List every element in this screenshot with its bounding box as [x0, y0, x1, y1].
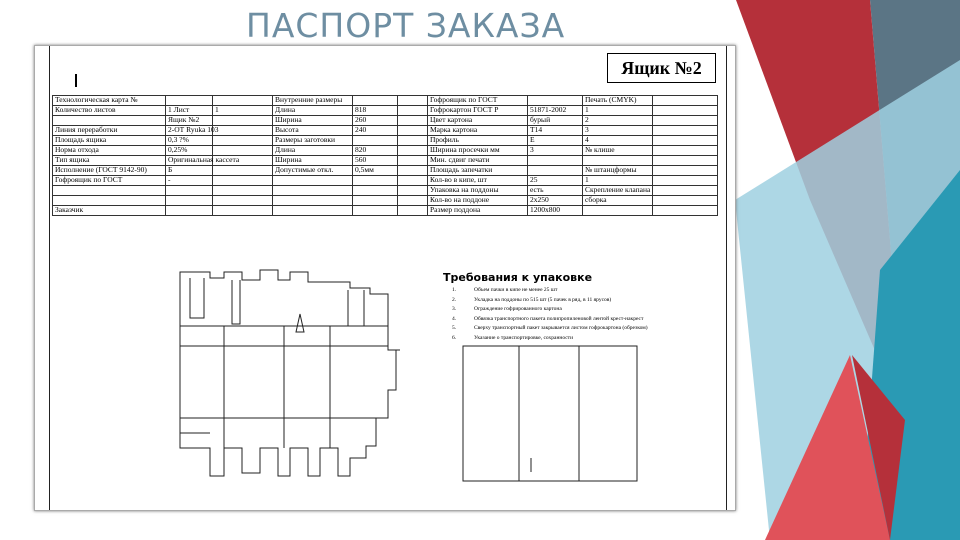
table-cell: 1200х800: [528, 206, 583, 216]
requirement-text: Ограждение гофрированного картона: [474, 306, 562, 313]
table-cell: Т14: [528, 126, 583, 136]
table-cell: [653, 136, 718, 146]
requirement-number: 1.: [452, 287, 457, 293]
table-cell: Ширина: [273, 156, 353, 166]
table-cell: 1: [213, 106, 273, 116]
table-cell: [273, 186, 353, 196]
table-cell: Заказчик: [53, 206, 166, 216]
table-cell: Тип ящика: [53, 156, 166, 166]
table-cell: 0,3 ?%: [166, 136, 213, 146]
table-cell: 2-ОТ Ryuka 103: [166, 126, 213, 136]
table-cell: [353, 96, 398, 106]
requirement-number: 6.: [452, 334, 457, 341]
requirements-list: [452, 286, 648, 344]
table-cell: [353, 176, 398, 186]
table-cell: [653, 156, 718, 166]
pallet-outline: [463, 346, 637, 481]
table-cell: 0,5мм: [353, 166, 398, 176]
requirement-text: Обвязка транспортного пакета полипропиленовой лентой крест-накрест: [474, 315, 644, 322]
table-cell: бурый: [528, 116, 583, 126]
table-cell: Размеры заготовки: [273, 136, 353, 146]
table-cell: Площадь ящика: [53, 136, 166, 146]
requirement-text: Укладка на поддоны по 515 шт (5 пачек в ряд, в 11 ярусов): [474, 296, 612, 303]
table-cell: Ящик №2: [166, 116, 213, 126]
table-cell: E: [528, 136, 583, 146]
table-cell: [398, 136, 428, 146]
table-cell: [213, 176, 273, 186]
table-cell: 818: [353, 106, 398, 116]
table-row: [53, 156, 718, 166]
table-cell: № клише: [583, 146, 653, 156]
slot-1: [190, 278, 204, 318]
requirements-title: Требования к упаковке: [443, 271, 593, 284]
table-cell: [398, 106, 428, 116]
table-cell: [653, 126, 718, 136]
table-cell: 820: [353, 146, 398, 156]
table-cell: [353, 196, 398, 206]
table-cell: [166, 196, 213, 206]
table-cell: Ширина: [273, 116, 353, 126]
requirement-item: [452, 305, 648, 315]
table-cell: Кол-во на поддоне: [428, 196, 528, 206]
table-cell: Гофроящик по ГОСТ: [428, 96, 528, 106]
table-cell: [398, 196, 428, 206]
table-row: [53, 96, 718, 106]
table-cell: Количество листов: [53, 106, 166, 116]
table-cell: [353, 136, 398, 146]
table-cell: [213, 146, 273, 156]
table-cell: 51871-2002: [528, 106, 583, 116]
table-cell: Б: [166, 166, 213, 176]
table-row: [53, 196, 718, 206]
table-cell: [398, 176, 428, 186]
table-cell: 3: [583, 126, 653, 136]
table-cell: [398, 126, 428, 136]
table-cell: [213, 126, 273, 136]
requirement-number: 4.: [452, 315, 457, 322]
table-cell: [653, 166, 718, 176]
table-cell: [528, 166, 583, 176]
triangle-mark: [296, 314, 304, 332]
table-cell: Технологическая карта №: [53, 96, 166, 106]
table-cell: Размер поддона: [428, 206, 528, 216]
table-cell: № штанцформы: [583, 166, 653, 176]
requirement-text: Указание о транспортировке, сохранности: [474, 334, 574, 341]
table-cell: [398, 186, 428, 196]
requirement-item: [452, 334, 648, 344]
table-cell: [353, 206, 398, 216]
table-cell: Ширина просечки мм: [428, 146, 528, 156]
table-cell: [213, 136, 273, 146]
table-cell: [53, 186, 166, 196]
table-cell: Цвет картона: [428, 116, 528, 126]
table-cell: [398, 146, 428, 156]
table-cell: Упаковка на поддоны: [428, 186, 528, 196]
table-cell: [583, 156, 653, 166]
table-cell: [213, 186, 273, 196]
spec-table: [52, 95, 718, 216]
table-cell: [273, 176, 353, 186]
table-cell: [653, 96, 718, 106]
table-cell: [398, 166, 428, 176]
table-cell: 240: [353, 126, 398, 136]
table-cell: [528, 156, 583, 166]
table-cell: Высота: [273, 126, 353, 136]
table-cell: Профиль: [428, 136, 528, 146]
table-cell: [273, 206, 353, 216]
die-cut-drawing: [180, 268, 420, 478]
table-cell: [166, 206, 213, 216]
table-cell: [653, 146, 718, 156]
table-row: [53, 136, 718, 146]
table-cell: [166, 96, 213, 106]
table-cell: Гофроящик по ГОСТ: [53, 176, 166, 186]
table-cell: [398, 96, 428, 106]
table-cell: [166, 186, 213, 196]
table-cell: 1: [583, 176, 653, 186]
table-cell: 0,25%: [166, 146, 213, 156]
table-cell: 1 Лист: [166, 106, 213, 116]
requirement-item: [452, 296, 648, 306]
pallet-diagram: [463, 346, 643, 486]
table-cell: Марка картона: [428, 126, 528, 136]
slot-2: [232, 280, 240, 324]
table-cell: [213, 166, 273, 176]
table-cell: Оригинальная кассета: [166, 156, 213, 166]
table-cell: 1: [583, 106, 653, 116]
requirement-number: 2.: [452, 296, 457, 303]
table-cell: Исполнение (ГОСТ 9142-90): [53, 166, 166, 176]
table-cell: Мин. сдвиг печати: [428, 156, 528, 166]
table-cell: [273, 196, 353, 206]
requirement-item: [452, 324, 648, 334]
table-cell: 3: [528, 146, 583, 156]
requirement-number: 5.: [452, 325, 457, 332]
table-cell: [213, 196, 273, 206]
requirement-number: 3.: [452, 306, 457, 313]
table-cell: есть: [528, 186, 583, 196]
table-cell: 4: [583, 136, 653, 146]
table-row: [53, 176, 718, 186]
requirement-text: Сверху транспортный пакет закрывается листом гофрокартона (обрезком): [474, 325, 648, 332]
table-cell: [653, 116, 718, 126]
table-cell: [653, 196, 718, 206]
table-cell: Линия переработки: [53, 126, 166, 136]
table-cell: сборка: [583, 196, 653, 206]
table-row: [53, 146, 718, 156]
table-cell: [583, 206, 653, 216]
text-cursor: [75, 74, 77, 87]
table-cell: [653, 186, 718, 196]
table-cell: 2х250: [528, 196, 583, 206]
slide-title: ПАСПОРТ ЗАКАЗА: [246, 6, 566, 45]
table-cell: Допустимые откл.: [273, 166, 353, 176]
table-cell: [53, 116, 166, 126]
table-cell: Длина: [273, 146, 353, 156]
table-cell: Кол-во в кипе, шт: [428, 176, 528, 186]
requirement-item: [452, 286, 648, 296]
table-cell: 260: [353, 116, 398, 126]
table-cell: [213, 96, 273, 106]
table-cell: Печать (CMYK): [583, 96, 653, 106]
table-row: [53, 166, 718, 176]
table-cell: 25: [528, 176, 583, 186]
table-cell: [53, 196, 166, 206]
table-cell: Площадь запечатки: [428, 166, 528, 176]
table-row: [53, 126, 718, 136]
table-cell: [653, 206, 718, 216]
table-cell: Длина: [273, 106, 353, 116]
table-cell: 560: [353, 156, 398, 166]
table-cell: [213, 206, 273, 216]
table-cell: [528, 96, 583, 106]
table-cell: [213, 116, 273, 126]
requirement-text: Объем пачки в кипе не менее 25 шт: [474, 287, 558, 293]
table-row: [53, 206, 718, 216]
requirement-item: [452, 315, 648, 325]
table-cell: [653, 176, 718, 186]
table-cell: Гофрокартон ГОСТ Р: [428, 106, 528, 116]
table-cell: -: [166, 176, 213, 186]
table-cell: [398, 156, 428, 166]
table-cell: Внутренние размеры: [273, 96, 353, 106]
table-cell: [653, 106, 718, 116]
table-cell: Норма отхода: [53, 146, 166, 156]
table-cell: 2: [583, 116, 653, 126]
table-row: [53, 106, 718, 116]
table-cell: [398, 116, 428, 126]
table-cell: [353, 186, 398, 196]
table-row: [53, 116, 718, 126]
table-cell: Скрепление клапана: [583, 186, 653, 196]
flap-line: [180, 350, 400, 433]
table-row: [53, 186, 718, 196]
table-cell: [398, 206, 428, 216]
box-title: Ящик №2: [607, 53, 716, 83]
tab-1: [348, 290, 364, 326]
